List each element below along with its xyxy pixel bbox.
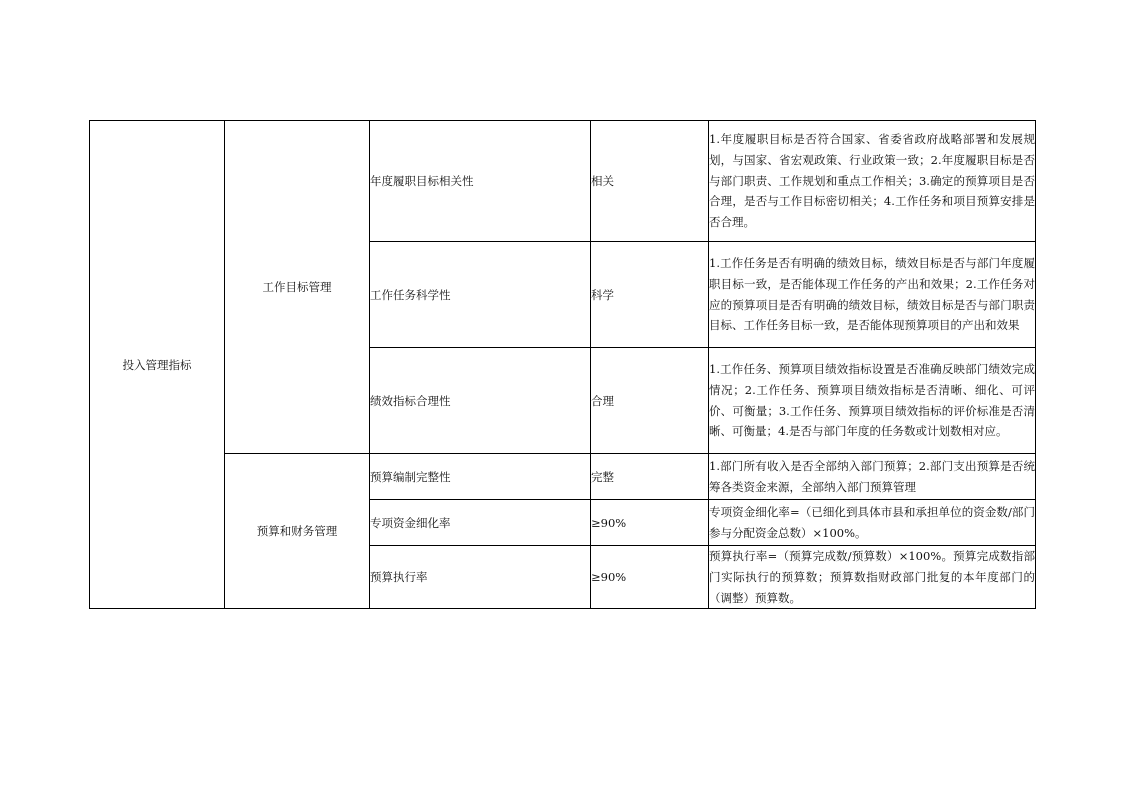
description-cell xyxy=(709,242,1036,348)
standard-cell xyxy=(591,500,709,546)
standard-cell xyxy=(591,454,709,500)
description-text: 专项资金细化率=（已细化到具体市县和承担单位的资金数/部门参与分配资金总数）×100%。 xyxy=(709,504,1035,540)
standard-cell xyxy=(591,242,709,348)
description-text: 1.年度履职目标是否符合国家、省委省政府战略部署和发展规划，与国家、省宏观政策、行业政策一致；2.年度履职目标是否与部门职责、工作规划和重点工作相关；3.确定的预算项目是否合理，是否与工作目标密切相关；4.工作任务和项目预算安排是否合理。 xyxy=(709,132,1035,230)
indicator-name: 年度履职目标相关性 xyxy=(370,174,474,188)
indicator-name: 绩效指标合理性 xyxy=(370,393,451,408)
level2-indicator-cell xyxy=(225,121,370,454)
standard-cell xyxy=(591,348,709,454)
description-cell xyxy=(709,454,1036,500)
level2-indicator-label: 工作目标管理 xyxy=(262,280,332,294)
standard-value: 合理 xyxy=(591,393,614,408)
evaluation-table xyxy=(89,120,1036,609)
indicator-name: 预算执行率 xyxy=(370,570,428,585)
table-row xyxy=(90,121,1036,242)
indicator-name-cell xyxy=(370,546,591,609)
level1-indicator-cell xyxy=(90,121,225,609)
indicator-name-cell xyxy=(370,242,591,348)
table-row xyxy=(90,454,1036,500)
standard-value: 相关 xyxy=(591,174,614,188)
indicator-name-cell xyxy=(370,121,591,242)
description-text: 1.工作任务是否有明确的绩效目标，绩效目标是否与部门年度履职目标一致，是否能体现工作任务的产出和效果；2.工作任务对应的预算项目是否有明确的绩效目标，绩效目标是否与部门职责目标、工作任务目标一致，是否能体现预算项目的产出和效果 xyxy=(709,255,1035,333)
description-text: 预算执行率=（预算完成数/预算数）×100%。预算完成数指部门实际执行的预算数；预算数指财政部门批复的本年度部门的（调整）预算数。 xyxy=(709,549,1035,605)
level2-indicator-label: 预算和财务管理 xyxy=(256,524,338,539)
description-cell xyxy=(709,121,1036,242)
indicator-name-cell xyxy=(370,500,591,546)
indicator-name: 专项资金细化率 xyxy=(370,515,451,530)
standard-cell xyxy=(591,121,709,242)
description-cell xyxy=(709,546,1036,609)
indicator-name: 预算编制完整性 xyxy=(370,469,451,484)
level1-indicator-label: 投入管理指标 xyxy=(122,357,192,372)
standard-value: 完整 xyxy=(591,469,614,484)
indicator-name: 工作任务科学性 xyxy=(370,287,451,302)
standard-cell xyxy=(591,546,709,609)
standard-value: ≥90% xyxy=(591,570,627,585)
level2-indicator-cell xyxy=(225,454,370,609)
standard-value: ≥90% xyxy=(591,515,627,530)
description-cell xyxy=(709,500,1036,546)
description-cell xyxy=(709,348,1036,454)
description-text: 1.工作任务、预算项目绩效指标设置是否准确反映部门绩效完成情况；2.工作任务、预算项目绩效指标是否清晰、细化、可评价、可衡量；3.工作任务、预算项目绩效指标的评价标准是否清晰、可衡量；4.是否与部门年度的任务数或计划数相对应。 xyxy=(709,361,1035,439)
indicator-name-cell xyxy=(370,348,591,454)
description-text: 1.部门所有收入是否全部纳入部门预算；2.部门支出预算是否统筹各类资金来源，全部纳入部门预算管理 xyxy=(709,458,1035,494)
indicator-name-cell xyxy=(370,454,591,500)
standard-value: 科学 xyxy=(591,287,614,302)
